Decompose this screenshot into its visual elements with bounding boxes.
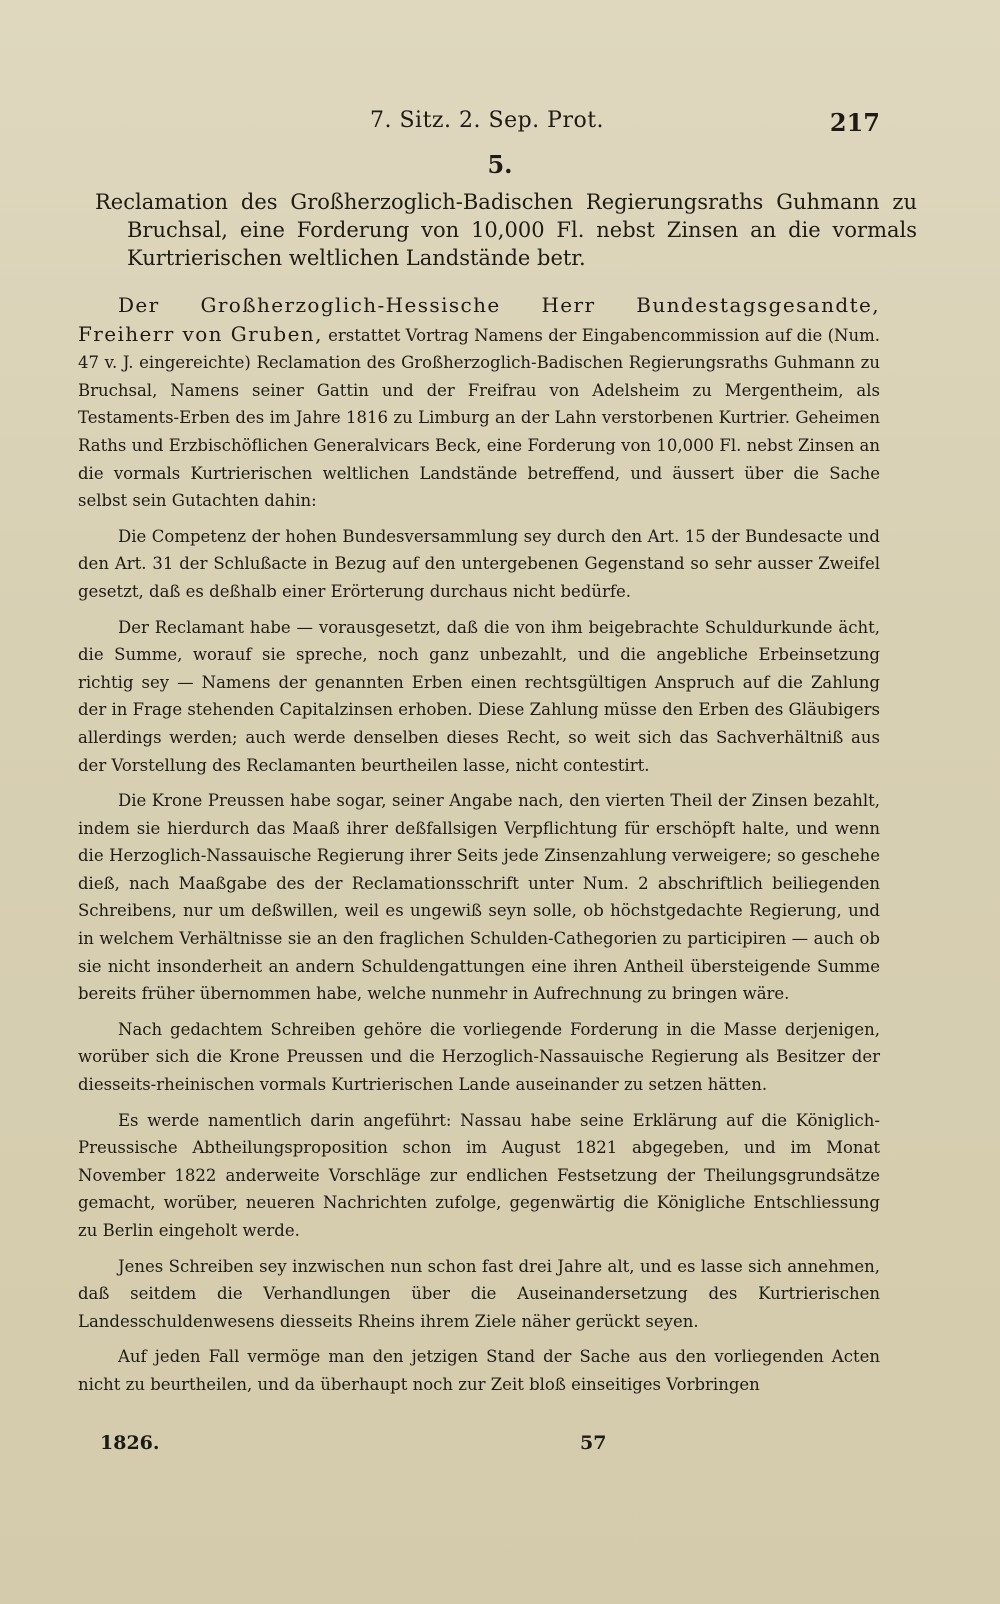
page-footer — [0, 1432, 1000, 1462]
paragraph-text: erstattet Vortrag Namens der Eingabencommission auf die (Num. 47 v. J. eingereichte) Reclamation des Großherzoglich-Badischen Regierungsraths Guhmann zu Bruchsal, Namens seiner Gattin und der Freifrau von Adelsheim zu Mergentheim, als Testaments-Erben des im Jahre 1816 zu Limburg an der Lahn verstorbenen Kurtrier. Geheimen Raths und Erzbischöflichen Generalvicars Beck, eine Forderung von 10,000 Fl. nebst Zinsen an die vormals Kurtrierischen weltlichen Landstände betreffend, und äussert über die Sache selbst sein Gutachten dahin: — [78, 325, 880, 511]
paragraph: Es werde namentlich darin angeführt: Nassau habe seine Erklärung auf die Königlich-Preussische Abtheilungsproposition schon im August 1821 abgegeben, und im Monat November 1822 anderweite Vorschläge zur endlichen Festsetzung der Theilungsgrundsätze gemacht, worüber, neueren Nachrichten zufolge, gegenwärtig die Königliche Entschliessung zu Berlin eingeholt werde. — [78, 1110, 880, 1240]
running-header — [0, 108, 1000, 142]
page-number: 217 — [829, 108, 880, 137]
item-title: Reclamation des Großherzoglich-Badischen Regierungsraths Guhmann zu Bruchsal, eine Forderung von 10,000 Fl. nebst Zinsen an die vormals Kurtrierischen weltlichen Landstände betr. — [95, 190, 917, 270]
paragraph: Der Reclamant habe — vorausgesetzt, daß die von ihm beigebrachte Schuldurkunde ächt, die Summe, worauf sie spreche, noch ganz unbezahlt, und die angebliche Erbeinsetzung richtig sey — Namens der genannten Erben einen rechtsgültigen Anspruch auf die Zahlung der in Frage stehenden Capitalzinsen erhoben. Diese Zahlung müsse den Erben des Gläubigers allerdings werden; auch werde denselben dieses Recht, so weit sich das Sachverhältniß aus der Vorstellung des Reclamanten beurtheilen lasse, nicht contestirt. — [78, 617, 880, 775]
paragraph: Die Krone Preussen habe sogar, seiner Angabe nach, den vierten Theil der Zinsen bezahlt, indem sie hierdurch das Maaß ihrer deßfallsigen Verpflichtung für erschöpft halte, und wenn die Herzoglich-Nassauische Regierung ihrer Seits jede Zinsenzahlung verweigere; so geschehe dieß, nach Maaßgabe des der Reclamationsschrift unter Num. 2 abschriftlich beiliegenden Schreibens, nur um deßwillen, weil es ungewiß seyn solle, ob höchstgedachte Regierung, und in welchem Verhältnisse sie an den fraglichen Schulden-Cathegorien zu participiren — auch ob sie nicht insonderheit an andern Schuldengattungen eine ihren Antheil übersteigende Summe bereits früher übernommen habe, welche nunmehr in Aufrechnung zu bringen wäre. — [78, 791, 880, 1004]
running-title: 7. Sitz. 2. Sep. Prot. — [370, 108, 605, 133]
section-number: 5. — [487, 150, 513, 179]
paragraph: Jenes Schreiben sey inzwischen nun schon fast drei Jahre alt, und es lasse sich annehmen, daß seitdem die Verhandlungen über die Auseinandersetzung des Kurtrierischen Landesschuldenwesens diesseits Rheins ihrem Ziele näher gerückt seyen. — [78, 1256, 880, 1331]
speaker-intro: Der Großherzoglich-Hessische Herr Bundestagsgesandte, Freiherr von Gruben, — [78, 293, 880, 346]
paragraph: Auf jeden Fall vermöge man den jetzigen Stand der Sache aus den vorliegenden Acten nicht zu beurtheilen, und da überhaupt noch zur Zeit bloß einseitiges Vorbringen — [78, 1347, 880, 1394]
paragraph: Die Competenz der hohen Bundesversammlung sey durch den Art. 15 der Bundesacte und den Art. 31 der Schlußacte in Bezug auf den untergebenen Gegenstand so sehr ausser Zweifel gesetzt, daß es deßhalb einer Erörterung durchaus nicht bedürfe. — [78, 526, 880, 601]
signature-mark: 57 — [580, 1432, 607, 1454]
footer-year: 1826. — [100, 1432, 160, 1454]
paragraph — [78, 292, 880, 515]
paragraph: Nach gedachtem Schreiben gehöre die vorliegende Forderung in die Masse derjenigen, worüber sich die Krone Preussen und die Herzoglich-Nassauische Regierung als Besitzer der diesseits-rheinischen vormals Kurtrierischen Lande auseinander zu setzen hätten. — [78, 1019, 880, 1095]
body-text — [78, 292, 880, 1407]
